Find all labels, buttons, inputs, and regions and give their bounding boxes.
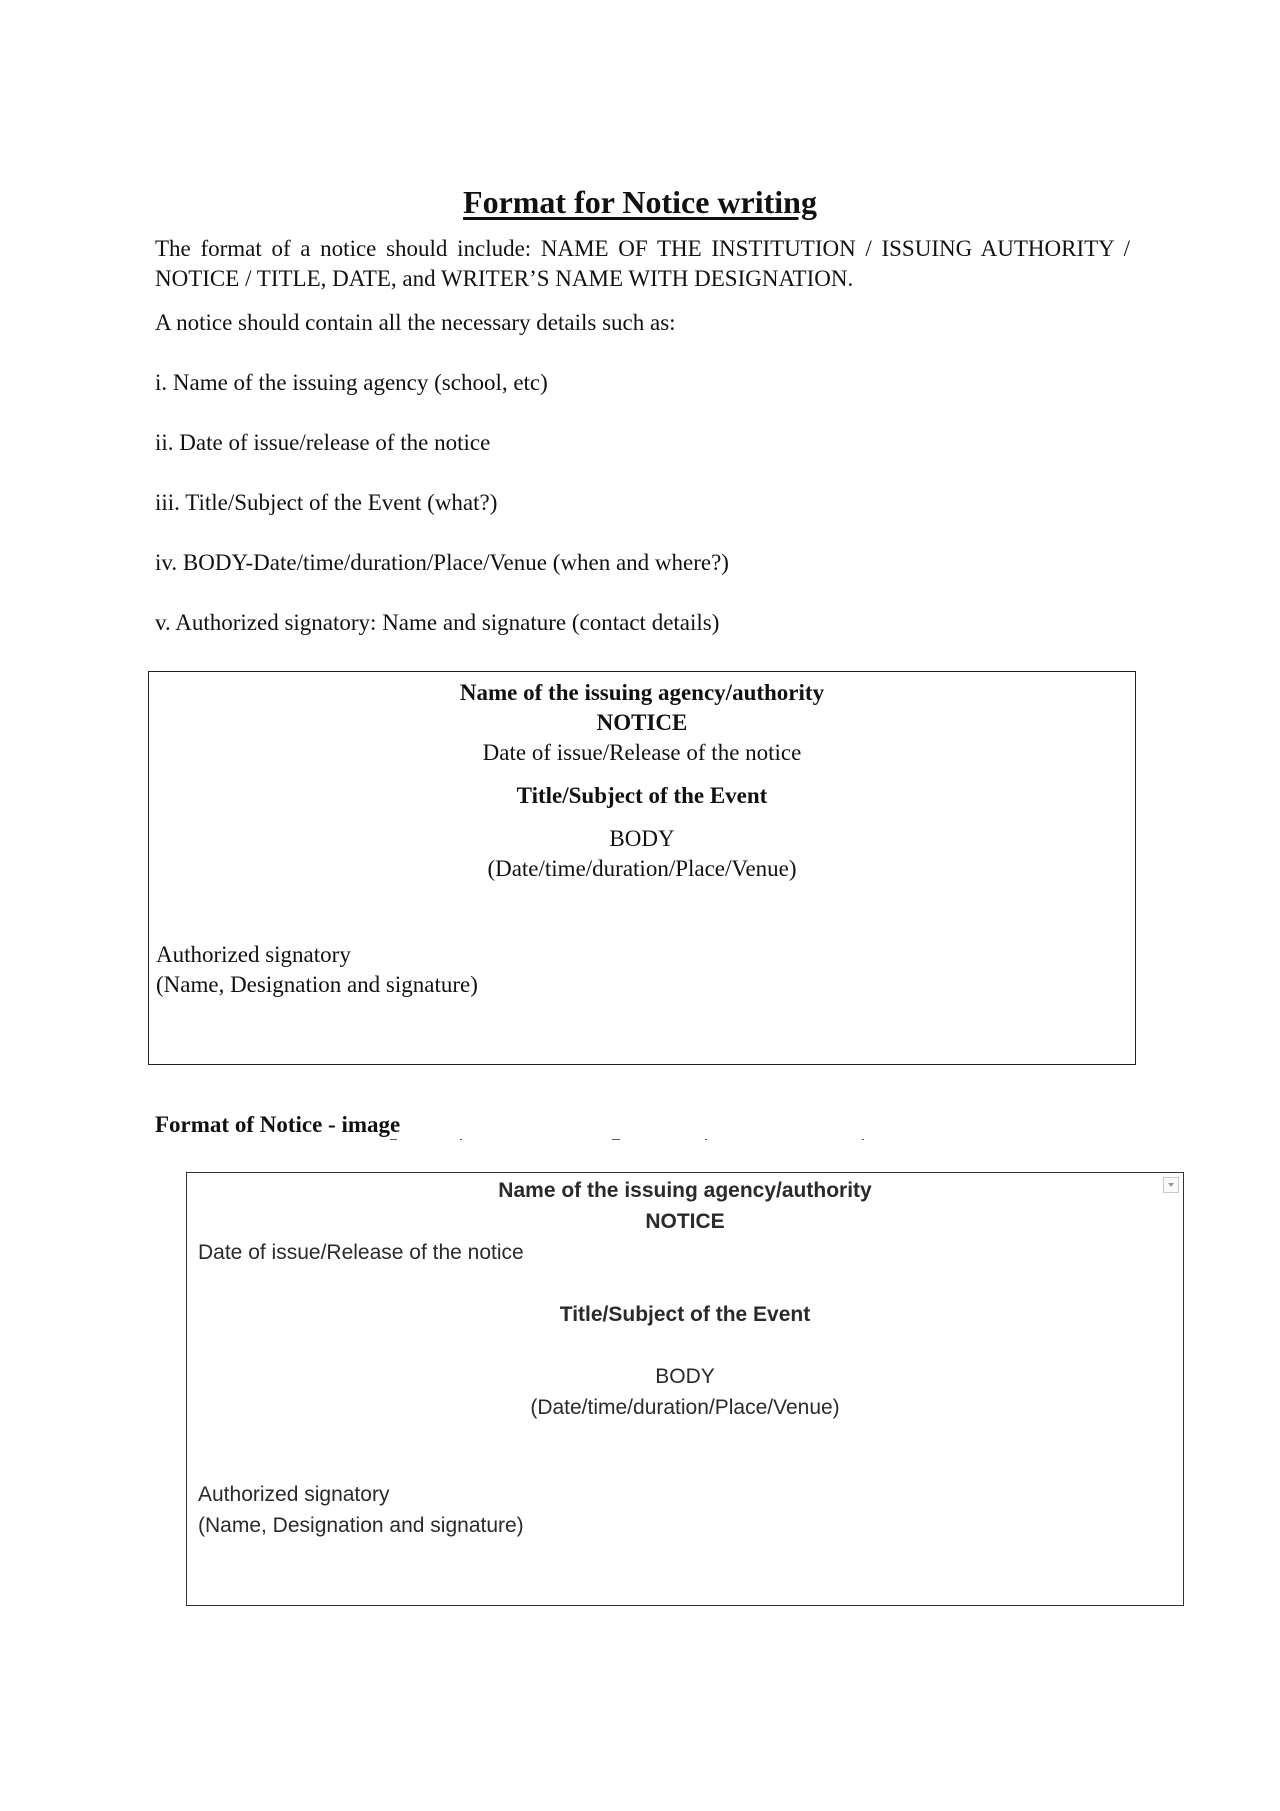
image-section-heading: Format of Notice - image: [155, 1112, 401, 1137]
list-item-date: ii. Date of issue/release of the notice: [155, 430, 491, 455]
scan-artifact: [862, 1139, 864, 1140]
list-item-body: iv. BODY-Date/time/duration/Place/Venue (when and where?): [155, 550, 729, 575]
scan-artifact: [705, 1139, 707, 1140]
scan-artifact: [612, 1139, 620, 1140]
image-agency-name: Name of the issuing agency/authority: [498, 1179, 872, 1202]
image-body-details: (Date/time/duration/Place/Venue): [530, 1396, 840, 1419]
notice-format-image: [186, 1172, 1184, 1606]
scan-artifact: [390, 1139, 397, 1140]
notice-format-box: [148, 671, 1136, 1065]
format-agency-name: Name of the issuing agency/authority: [459, 680, 825, 705]
list-item-agency: i. Name of the issuing agency (school, etc): [155, 370, 548, 395]
format-date: Date of issue/Release of the notice: [482, 740, 802, 765]
format-event-title: Title/Subject of the Event: [516, 783, 768, 808]
format-signatory-details: (Name, Designation and signature): [156, 972, 478, 997]
image-signatory-details: (Name, Designation and signature): [198, 1514, 524, 1537]
document-title: Format for Notice writing: [463, 184, 817, 220]
image-body-label: BODY: [655, 1365, 715, 1388]
format-body-details: (Date/time/duration/Place/Venue): [487, 856, 797, 881]
intro-paragraph: The format of a notice should include: NAME OF THE INSTITUTION / ISSUING AUTHORITY / NOTICE / TITLE, DATE, and WRITER’S NAME WITH DESIGNATION.: [155, 236, 1130, 291]
intro-line: A notice should contain all the necessary details such as:: [155, 310, 676, 335]
image-signatory: Authorized signatory: [198, 1483, 390, 1506]
format-signatory: Authorized signatory: [156, 942, 351, 967]
list-item-title: iii. Title/Subject of the Event (what?): [155, 490, 498, 515]
list-item-signatory: v. Authorized signatory: Name and signature (contact details): [155, 610, 720, 635]
image-notice-label: NOTICE: [645, 1210, 725, 1233]
format-notice-label: NOTICE: [596, 710, 688, 735]
scan-artifact: [460, 1139, 462, 1140]
format-body-label: BODY: [609, 826, 675, 851]
image-event-title: Title/Subject of the Event: [559, 1303, 811, 1326]
image-date: Date of issue/Release of the notice: [198, 1241, 524, 1264]
